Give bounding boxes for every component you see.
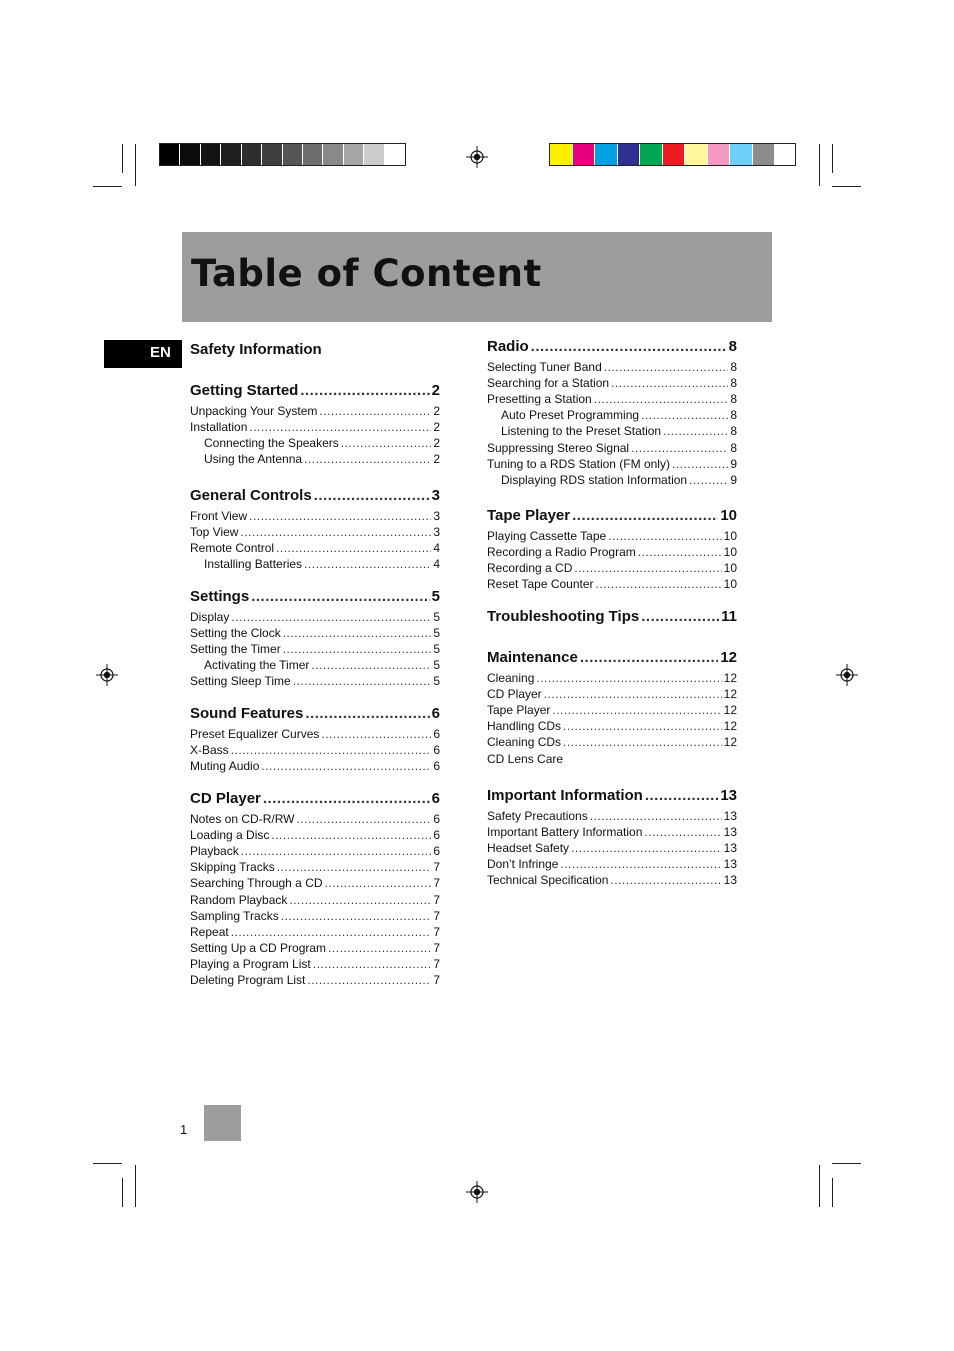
- dot-leader: [249, 509, 431, 523]
- toc-entry[interactable]: [487, 752, 737, 766]
- dot-leader: [563, 735, 722, 749]
- color-calibration-bar: [549, 143, 796, 166]
- entry-page-number: 8: [730, 424, 737, 439]
- toc-entry[interactable]: [487, 671, 737, 685]
- entry-title: Repeat: [190, 924, 229, 939]
- entry-page-number: 7: [433, 908, 440, 923]
- entry-title: Reset Tape Counter: [487, 577, 594, 592]
- toc-entry[interactable]: [204, 557, 440, 571]
- entry-page-number: 3: [433, 525, 440, 540]
- dot-leader: [240, 525, 431, 539]
- toc-entry[interactable]: [487, 719, 737, 733]
- toc-entry[interactable]: [190, 759, 440, 773]
- entry-page-number: 7: [433, 860, 440, 875]
- entry-title: Setting Sleep Time: [190, 674, 291, 689]
- toc-section-heading[interactable]: [487, 787, 737, 804]
- toc-entry[interactable]: [204, 658, 440, 672]
- dot-leader: [641, 408, 728, 422]
- entry-page-number: 8: [730, 392, 737, 407]
- entry-title: Deleting Program List: [190, 973, 306, 987]
- dot-leader: [319, 404, 431, 418]
- entry-title: Top View: [190, 525, 239, 540]
- entry-title: Presetting a Station: [487, 392, 592, 407]
- toc-entry[interactable]: [190, 743, 440, 757]
- dot-leader: [271, 828, 431, 842]
- entry-page-number: 12: [723, 703, 737, 718]
- toc-entry[interactable]: [487, 873, 737, 887]
- toc-entry[interactable]: [487, 825, 737, 839]
- toc-entry[interactable]: [487, 561, 737, 575]
- section-title: General Controls: [190, 487, 312, 504]
- toc-entry[interactable]: [190, 541, 440, 555]
- entry-title: Installation: [190, 420, 248, 435]
- dot-leader: [283, 626, 432, 640]
- toc-section-heading[interactable]: [487, 608, 737, 625]
- entry-title: Using the Antenna: [204, 452, 303, 467]
- dot-leader: [641, 608, 719, 625]
- entry-page-number: 5: [433, 658, 440, 673]
- section-page-number: 2: [431, 382, 440, 399]
- color-swatch: [640, 144, 663, 165]
- section-page-number: 13: [720, 787, 737, 804]
- entry-title: Front View: [190, 509, 248, 523]
- toc-entry[interactable]: [190, 844, 440, 858]
- section-title: CD Player: [190, 790, 261, 807]
- entry-page-number: 6: [433, 828, 440, 843]
- dot-leader: [644, 825, 721, 839]
- entry-title: Handling CDs: [487, 719, 562, 734]
- entry-page-number: 5: [433, 642, 440, 657]
- dot-leader: [594, 392, 729, 406]
- color-swatch: [344, 144, 364, 165]
- entry-title: Setting the Timer: [190, 642, 281, 657]
- dot-leader: [321, 727, 431, 741]
- entry-page-number: 5: [433, 626, 440, 641]
- dot-leader: [314, 487, 430, 504]
- dot-leader: [296, 812, 431, 826]
- page-marker-box: [204, 1105, 241, 1141]
- toc-entry[interactable]: [190, 610, 440, 624]
- dot-leader: [313, 957, 432, 971]
- toc-entry[interactable]: [487, 457, 737, 471]
- entry-page-number: 6: [433, 743, 440, 758]
- dot-leader: [560, 857, 721, 871]
- section-title: Getting Started: [190, 382, 299, 399]
- color-swatch: [323, 144, 343, 165]
- toc-entry[interactable]: [501, 473, 737, 487]
- color-swatch: [303, 144, 323, 165]
- dot-leader: [571, 841, 722, 855]
- entry-title: Skipping Tracks: [190, 860, 275, 875]
- toc-entry[interactable]: [487, 857, 737, 871]
- dot-leader: [263, 790, 430, 807]
- toc-entry[interactable]: [190, 727, 440, 741]
- section-page-number: 5: [431, 588, 440, 605]
- entry-title: Listening to the Preset Station: [501, 424, 662, 439]
- toc-entry[interactable]: [487, 392, 737, 406]
- color-swatch: [730, 144, 753, 165]
- entry-title: Don’t Infringe: [487, 857, 559, 872]
- toc-entry[interactable]: [487, 545, 737, 559]
- toc-entry[interactable]: [190, 876, 440, 890]
- dot-leader: [307, 973, 431, 987]
- entry-title: Important Battery Information: [487, 825, 643, 840]
- toc-entry[interactable]: [487, 809, 737, 823]
- dot-leader: [305, 705, 429, 722]
- entry-title: Suppressing Stereo Signal: [487, 440, 630, 455]
- entry-page-number: 2: [433, 452, 440, 467]
- section-title: Important Information: [487, 787, 643, 804]
- dot-leader: [328, 941, 431, 955]
- color-swatch: [708, 144, 731, 165]
- entry-page-number: 6: [433, 812, 440, 826]
- dot-leader: [552, 703, 721, 717]
- entry-page-number: 10: [723, 545, 737, 560]
- entry-title: Auto Preset Programming: [501, 408, 640, 423]
- dot-leader: [638, 545, 722, 559]
- entry-title: Recording a Radio Program: [487, 545, 636, 560]
- section-page-number: 10: [720, 507, 737, 524]
- color-swatch: [364, 144, 384, 165]
- toc-section-heading[interactable]: [487, 507, 737, 524]
- color-swatch: [385, 144, 405, 165]
- entry-page-number: 7: [433, 940, 440, 955]
- entry-page-number: 2: [433, 404, 440, 418]
- entry-page-number: 8: [730, 360, 737, 374]
- dot-leader: [249, 420, 431, 434]
- entry-page-number: 2: [433, 436, 440, 451]
- entry-page-number: 7: [433, 956, 440, 971]
- color-swatch: [595, 144, 618, 165]
- toc-entry[interactable]: [487, 703, 737, 717]
- section-page-number: 11: [721, 608, 737, 625]
- dot-leader: [544, 687, 722, 701]
- entry-title: Searching Through a CD: [190, 876, 323, 891]
- registration-mark-icon: [96, 664, 118, 686]
- section-title: Safety Information: [190, 341, 322, 358]
- dot-leader: [689, 473, 728, 487]
- dot-leader: [304, 452, 431, 466]
- entry-title: Display: [190, 610, 230, 624]
- toc-entry[interactable]: [190, 525, 440, 539]
- entry-page-number: 13: [723, 857, 737, 872]
- entry-page-number: 2: [433, 420, 440, 435]
- entry-page-number: 12: [723, 735, 737, 750]
- dot-leader: [672, 457, 728, 471]
- dot-leader: [261, 759, 431, 773]
- grayscale-calibration-bar: [159, 143, 406, 166]
- color-swatch: [618, 144, 641, 165]
- entry-title: CD Player: [487, 687, 542, 702]
- color-swatch: [180, 144, 200, 165]
- entry-title: Tape Player: [487, 703, 551, 718]
- entry-title: Playing a Program List: [190, 956, 311, 971]
- entry-title: Remote Control: [190, 541, 275, 556]
- dot-leader: [604, 360, 729, 374]
- entry-page-number: 10: [723, 529, 737, 543]
- dot-leader: [283, 642, 432, 656]
- dot-leader: [311, 658, 431, 672]
- entry-page-number: 8: [730, 440, 737, 455]
- section-title: Troubleshooting Tips: [487, 608, 640, 625]
- dot-leader: [580, 649, 718, 666]
- entry-title: Random Playback: [190, 892, 288, 907]
- entry-page-number: 3: [433, 509, 440, 523]
- entry-title: Cleaning: [487, 671, 535, 685]
- dot-leader: [300, 382, 429, 399]
- dot-leader: [293, 674, 432, 688]
- registration-mark-icon: [466, 1181, 488, 1203]
- color-swatch: [283, 144, 303, 165]
- toc-entry[interactable]: [501, 424, 737, 438]
- dot-leader: [590, 809, 722, 823]
- entry-title: Activating the Timer: [204, 658, 310, 673]
- toc-entry[interactable]: [487, 360, 737, 374]
- entry-title: Loading a Disc: [190, 828, 270, 843]
- toc-entry[interactable]: [487, 735, 737, 749]
- dot-leader: [663, 424, 728, 438]
- color-swatch: [550, 144, 573, 165]
- section-title: Sound Features: [190, 705, 304, 722]
- color-swatch: [663, 144, 686, 165]
- entry-title: Tuning to a RDS Station (FM only): [487, 456, 670, 471]
- entry-page-number: 13: [723, 809, 737, 823]
- dot-leader: [596, 577, 722, 591]
- dot-leader: [611, 376, 728, 390]
- dot-leader: [608, 529, 721, 543]
- entry-page-number: 6: [433, 844, 440, 859]
- entry-page-number: 12: [723, 687, 737, 702]
- toc-entry[interactable]: [190, 973, 440, 987]
- section-title: Radio: [487, 338, 529, 355]
- entry-page-number: 13: [723, 873, 737, 888]
- entry-page-number: 7: [433, 876, 440, 891]
- dot-leader: [231, 743, 432, 757]
- entry-title: CD Lens Care: [487, 751, 564, 766]
- entry-title: Technical Specification: [487, 873, 609, 888]
- toc-section-heading[interactable]: [487, 649, 737, 666]
- toc-entry[interactable]: [190, 509, 440, 523]
- entry-page-number: 4: [433, 541, 440, 556]
- section-page-number: 12: [720, 649, 737, 666]
- color-swatch: [221, 144, 241, 165]
- section-page-number: 8: [728, 338, 737, 355]
- page-title: Table of Content: [191, 252, 542, 295]
- entry-page-number: 5: [433, 674, 440, 689]
- dot-leader: [325, 876, 432, 890]
- toc-entry[interactable]: [190, 626, 440, 640]
- language-tab-label: EN: [150, 344, 171, 361]
- toc-entry[interactable]: [190, 642, 440, 656]
- toc-entry[interactable]: [190, 404, 440, 418]
- entry-title: Notes on CD-R/RW: [190, 812, 295, 826]
- color-swatch: [753, 144, 776, 165]
- entry-page-number: 10: [723, 561, 737, 576]
- dot-leader: [251, 588, 429, 605]
- toc-entry[interactable]: [204, 452, 440, 466]
- entry-title: Setting the Clock: [190, 626, 281, 641]
- entry-page-number: 10: [723, 577, 737, 592]
- dot-leader: [563, 719, 722, 733]
- entry-title: Safety Precautions: [487, 809, 588, 823]
- dot-leader: [277, 860, 432, 874]
- dot-leader: [574, 561, 721, 575]
- dot-leader: [289, 893, 431, 907]
- entry-page-number: 9: [730, 472, 737, 487]
- toc-entry[interactable]: [487, 687, 737, 701]
- section-page-number: 3: [431, 487, 440, 504]
- dot-leader: [241, 844, 432, 858]
- toc-entry[interactable]: [487, 841, 737, 855]
- toc-entry[interactable]: [487, 376, 737, 390]
- dot-leader: [231, 610, 431, 624]
- entry-title: Selecting Tuner Band: [487, 360, 602, 374]
- toc-entry[interactable]: [190, 812, 440, 826]
- entry-page-number: 5: [433, 610, 440, 624]
- entry-page-number: 12: [723, 719, 737, 734]
- toc-section-heading[interactable]: [190, 790, 440, 807]
- dot-leader: [531, 338, 727, 355]
- toc-entry[interactable]: [190, 420, 440, 434]
- entry-page-number: 12: [723, 671, 737, 685]
- entry-title: Searching for a Station: [487, 376, 610, 391]
- dot-leader: [231, 925, 432, 939]
- entry-page-number: 8: [730, 376, 737, 391]
- toc-entry[interactable]: [487, 529, 737, 543]
- entry-title: Sampling Tracks: [190, 908, 279, 923]
- entry-title: Muting Audio: [190, 759, 260, 774]
- color-swatch: [160, 144, 180, 165]
- toc-entry[interactable]: [190, 957, 440, 971]
- toc-section-heading[interactable]: [190, 382, 440, 399]
- section-page-number: 6: [431, 705, 440, 722]
- dot-leader: [610, 873, 721, 887]
- toc-entry[interactable]: [487, 577, 737, 591]
- entry-page-number: 7: [433, 924, 440, 939]
- toc-section-heading[interactable]: [190, 341, 440, 358]
- entry-page-number: 4: [433, 557, 440, 572]
- entry-title: Connecting the Speakers: [204, 436, 339, 451]
- entry-page-number: 6: [433, 759, 440, 774]
- toc-entry[interactable]: [501, 408, 737, 422]
- toc-entry[interactable]: [190, 893, 440, 907]
- color-swatch: [242, 144, 262, 165]
- entry-title: Playback: [190, 844, 239, 859]
- entry-title: Displaying RDS station Information: [501, 472, 688, 487]
- color-swatch: [262, 144, 282, 165]
- entry-title: Unpacking Your System: [190, 404, 318, 418]
- entry-page-number: 7: [433, 892, 440, 907]
- entry-page-number: 6: [433, 727, 440, 741]
- dot-leader: [281, 909, 432, 923]
- entry-page-number: 8: [730, 408, 737, 423]
- dot-leader: [304, 557, 431, 571]
- toc-section-heading[interactable]: [190, 705, 440, 722]
- entry-title: Cleaning CDs: [487, 735, 562, 750]
- entry-page-number: 13: [723, 825, 737, 840]
- toc-entry[interactable]: [190, 941, 440, 955]
- toc-entry[interactable]: [190, 909, 440, 923]
- registration-mark-icon: [466, 146, 488, 168]
- dot-leader: [572, 507, 718, 524]
- section-title: Maintenance: [487, 649, 578, 666]
- toc-entry[interactable]: [190, 860, 440, 874]
- toc-entry[interactable]: [190, 674, 440, 688]
- entry-title: Playing Cassette Tape: [487, 529, 607, 543]
- color-swatch: [201, 144, 221, 165]
- dot-leader: [536, 671, 721, 685]
- dot-leader: [341, 436, 432, 450]
- entry-title: Recording a CD: [487, 561, 573, 576]
- color-swatch: [573, 144, 596, 165]
- dot-leader: [276, 541, 431, 555]
- entry-title: Installing Batteries: [204, 557, 303, 572]
- entry-title: Headset Safety: [487, 841, 570, 856]
- toc-entry[interactable]: [204, 436, 440, 450]
- entry-title: Setting Up a CD Program: [190, 940, 327, 955]
- section-title: Settings: [190, 588, 250, 605]
- toc-section-heading[interactable]: [190, 487, 440, 504]
- toc-entry[interactable]: [190, 828, 440, 842]
- toc-entry[interactable]: [487, 441, 737, 455]
- entry-page-number: 7: [433, 973, 440, 987]
- entry-title: X-Bass: [190, 743, 229, 758]
- entry-page-number: 13: [723, 841, 737, 856]
- toc-entry[interactable]: [190, 925, 440, 939]
- toc-section-heading[interactable]: [190, 588, 440, 605]
- section-page-number: 6: [431, 790, 440, 807]
- dot-leader: [631, 441, 728, 455]
- dot-leader: [645, 787, 718, 804]
- registration-mark-icon: [836, 664, 858, 686]
- page-number: 1: [180, 1122, 188, 1137]
- entry-title: Preset Equalizer Curves: [190, 727, 320, 741]
- entry-page-number: 9: [730, 456, 737, 471]
- section-title: Tape Player: [487, 507, 571, 524]
- toc-section-heading[interactable]: [487, 338, 737, 355]
- color-swatch: [685, 144, 708, 165]
